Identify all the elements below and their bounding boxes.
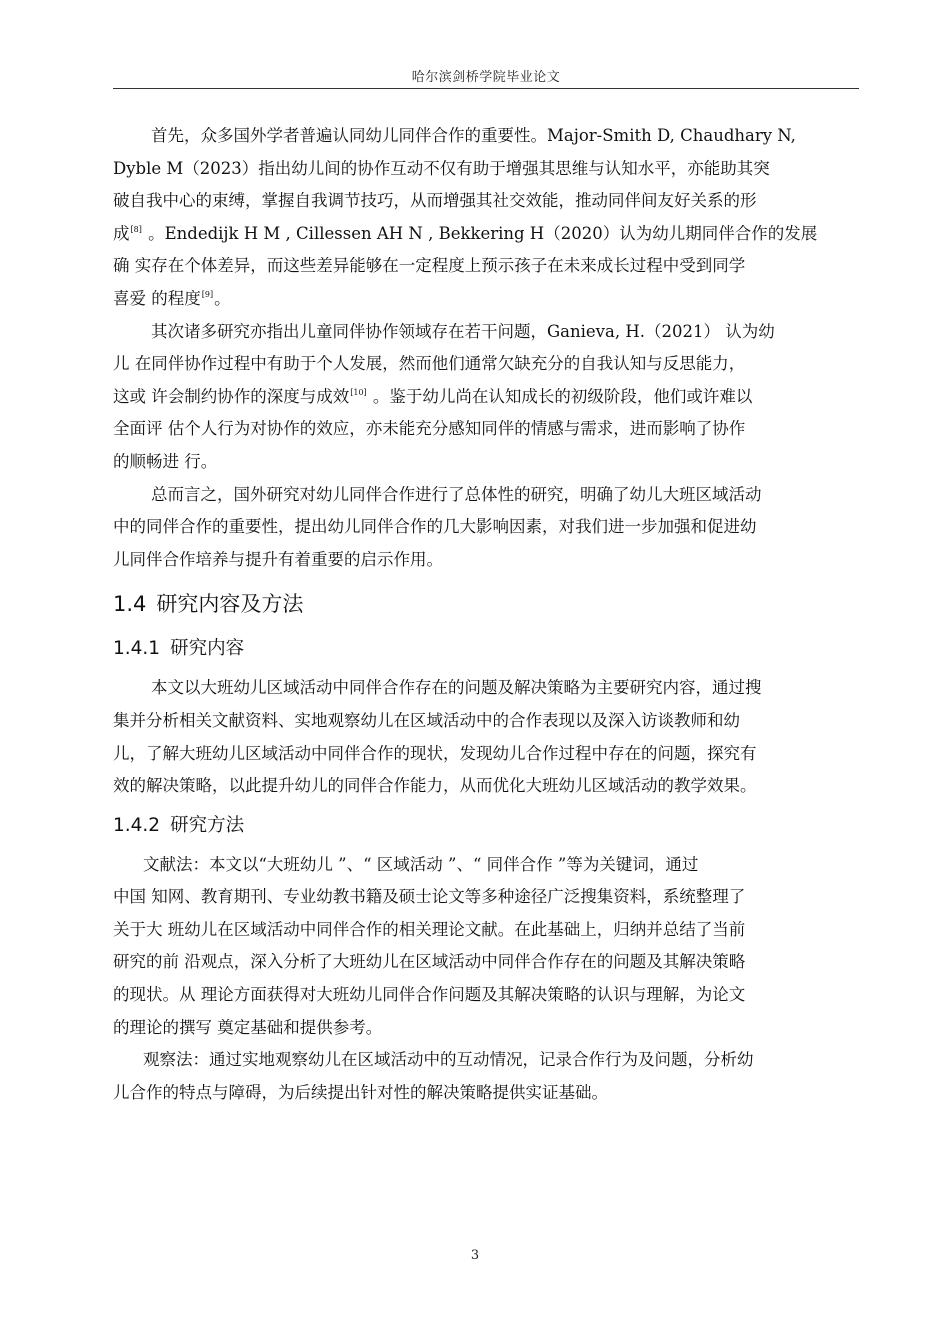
citation-8[interactable]: [8] — [130, 225, 142, 235]
section-number: 1.4.1 — [113, 638, 161, 660]
citation-9[interactable]: [9] — [201, 290, 214, 300]
paragraph-observation-method — [113, 1044, 859, 1109]
text-line: 儿同伴合作培养与提升有着重要的启示作用。 — [113, 549, 443, 569]
text-line: 儿，了解大班幼儿区域活动中同伴合作的现状，发现幼儿合作过程中存在的问题，探究有 — [113, 743, 757, 763]
section-number: 1.4.2 — [113, 814, 161, 836]
text-line: 全面评 估个人行为对协作的效应，亦未能充分感知同伴的情感与需求，进而影响了协作 — [113, 419, 746, 439]
text-line: 的现状。从 理论方面获得对大班幼儿同伴合作问题及其解决策略的认识与理解，为论文 — [113, 985, 746, 1005]
section-number: 1.4 — [113, 592, 147, 617]
section-heading-1-4-2 — [113, 803, 859, 849]
text-line: 关于大 班幼儿在区域活动中同伴合作的相关理论文献。在此基础上，归纳并总结了当前 — [113, 919, 746, 939]
section-title: 研究内容及方法 — [156, 592, 304, 617]
document-body — [113, 120, 859, 1109]
text-line: 效的解决策略，以此提升幼儿的同伴合作能力，从而优化大班幼儿区域活动的教学效果。 — [113, 776, 757, 796]
text-run: 这或 许会制约协作的深度与成效 — [113, 386, 350, 406]
header-rule — [113, 88, 859, 89]
citation-10[interactable]: [10] — [350, 388, 367, 398]
text-line: 儿 在同伴协作过程中有助于个人发展，然而他们通常欠缺充分的自我认知与反思能力， — [113, 354, 746, 374]
text-line: 中国 知网、教育期刊、专业幼教书籍及硕士论文等多种途径广泛搜集资料，系统整理了 — [113, 887, 746, 907]
page-number: 3 — [470, 1248, 480, 1263]
text-line — [113, 283, 859, 316]
text-line: 集并分析相关文献资料、实地观察幼儿在区域活动中的合作表现以及深入访谈教师和幼 — [113, 710, 740, 730]
paragraph-foreign-scholars — [113, 120, 859, 316]
text-line: 的顺畅进 行。 — [113, 451, 218, 471]
text-line — [113, 381, 859, 414]
text-line: Dyble M（2023）指出幼儿间的协作互动不仅有助于增强其思维与认知水平，亦能助其突 — [113, 158, 770, 178]
section-heading-1-4 — [113, 582, 859, 626]
paragraph-summary — [113, 479, 859, 577]
text-line: 研究的前 沿观点，深入分析了大班幼儿在区域活动中同伴合作存在的问题及其解决策略 — [113, 952, 746, 972]
text-line: 总而言之，国外研究对幼儿同伴合作进行了总体性的研究，明确了幼儿大班区域活动 — [151, 484, 762, 504]
text-line: 儿合作的特点与障碍，为后续提出针对性的解决策略提供实证基础。 — [113, 1082, 608, 1102]
text-line: 中的同伴合作的重要性，提出幼儿同伴合作的几大影响因素，对我们进一步加强和促进幼 — [113, 517, 757, 537]
text-run: 喜爱 的程度 — [113, 288, 201, 308]
section-title: 研究内容 — [170, 638, 245, 660]
text-line: 观察法：通过实地观察幼儿在区域活动中的互动情况，记录合作行为及问题，分析幼 — [143, 1050, 754, 1070]
text-line: 文献法：本文以“大班幼儿 ”、“ 区域活动 ”、“ 同伴合作 ”等为关键词，通过 — [143, 854, 699, 874]
text-run: 。 — [214, 288, 231, 308]
section-title: 研究方法 — [170, 814, 245, 836]
text-run: 。Endedijk H M , Cillessen AH N , Bekkering H（2020）认为幼儿期同伴合作的发展 — [142, 223, 818, 243]
text-line: 首先，众多国外学者普遍认同幼儿同伴合作的重要性。Major-Smith D, Chaudhary N, — [151, 126, 796, 145]
text-run: 。鉴于幼儿尚在认知成长的初级阶段，他们或许难以 — [367, 386, 753, 406]
paragraph-literature-method — [113, 849, 859, 1045]
text-run: 成 — [113, 223, 130, 243]
section-heading-1-4-1 — [113, 626, 859, 672]
text-line: 破自我中心的束缚，掌握自我调节技巧，从而增强其社交效能，推动同伴间友好关系的形 — [113, 191, 757, 211]
text-line: 确 实存在个体差异，而这些差异能够在一定程度上预示孩子在未来成长过程中受到同学 — [113, 256, 746, 276]
paragraph-research-problems — [113, 316, 859, 479]
text-line: 本文以大班幼儿区域活动中同伴合作存在的问题及解决策略为主要研究内容，通过搜 — [151, 678, 762, 698]
running-header: 哈尔滨剑桥学院毕业论文 — [411, 70, 561, 85]
text-line: 的理论的撰写 奠定基础和提供参考。 — [113, 1017, 383, 1037]
text-line — [113, 218, 859, 251]
paragraph-research-content — [113, 672, 859, 802]
text-line: 其次诸多研究亦指出儿童同伴协作领域存在若干问题，Ganieva, H.（2021） 认为幼 — [151, 321, 775, 341]
